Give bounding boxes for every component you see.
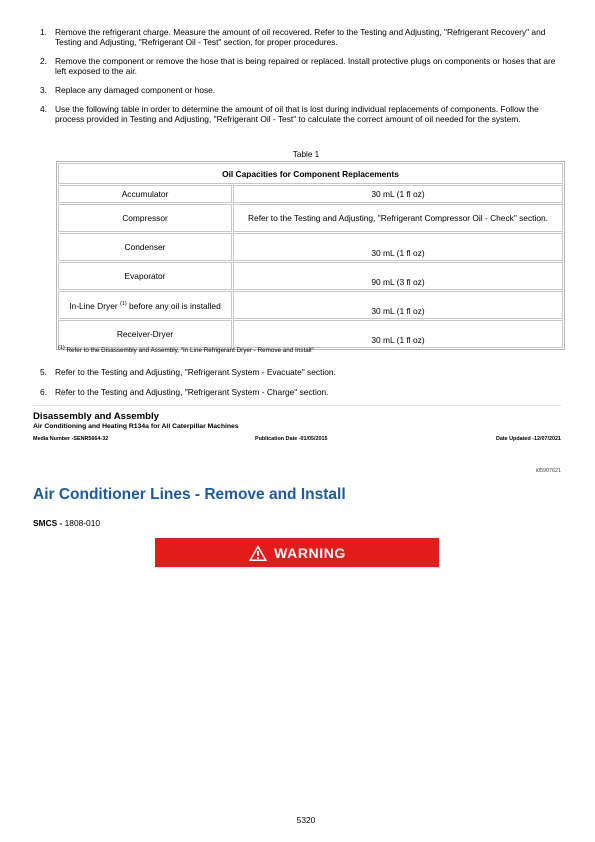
component-name: In-Line Dryer <box>69 300 118 311</box>
step-text: Use the following table in order to determine the amount of oil that is lost during individual replacements of components. Follow the process provided in Testing and Adjusting, "Refrigerant Oil - Test" to calculate the correct amount of oil needed for the system. <box>55 103 539 125</box>
page-number: 5320 <box>296 815 316 825</box>
step-number: 6. <box>40 387 47 398</box>
capacity-cell: 30 mL (1 fl oz) <box>233 185 563 203</box>
step-4 <box>40 104 560 125</box>
step-text: Refer to the Testing and Adjusting, "Refrigerant System - Charge" section. <box>55 387 329 398</box>
step-number: 1. <box>40 27 47 37</box>
table-row <box>58 291 563 319</box>
table-row <box>58 204 563 232</box>
step-number: 2. <box>40 56 47 67</box>
component-cell: Compressor <box>58 204 232 232</box>
capacity-cell: 30 mL (1 fl oz) <box>233 233 563 261</box>
step-number: 4. <box>40 103 47 114</box>
table-row <box>58 185 563 203</box>
publication-date: Publication Date -01/05/2015 <box>255 436 328 442</box>
table-header: Oil Capacities for Component Replacements <box>58 163 563 184</box>
footnote-ref: (1) <box>119 301 127 308</box>
warning-triangle-icon <box>248 544 268 562</box>
procedure-steps-continued <box>40 367 560 408</box>
component-cell: Receiver-Dryer <box>58 320 232 348</box>
component-cell: Evaporator <box>58 262 232 290</box>
step-6 <box>40 387 560 397</box>
smcs-label: SMCS - <box>33 518 63 528</box>
footnote-marker: (1) <box>58 345 65 351</box>
table-footnote <box>58 345 314 354</box>
image-id: i05907621 <box>535 468 561 474</box>
step-5 <box>40 367 560 377</box>
section-title: Disassembly and Assembly <box>33 411 160 422</box>
date-updated: Date Updated -12/07/2021 <box>495 436 561 442</box>
component-cell: Accumulator <box>58 185 232 203</box>
document-title: Air Conditioner Lines - Remove and Install <box>33 486 346 503</box>
warning-label: WARNING <box>274 544 346 561</box>
step-text: Remove the refrigerant charge. Measure the amount of oil recovered. Refer to the Testing and Adjusting, "Refrigerant Recovery" and Testing and Adjusting, "Refrigerant Oil - Test" section, for proper procedures. <box>55 27 546 48</box>
media-number: Media Number -SENR5664-32 <box>33 436 109 442</box>
component-note: before any oil is installed <box>126 300 221 311</box>
step-number: 5. <box>40 367 47 377</box>
step-2 <box>40 56 560 77</box>
footnote-text: Refer to the Disassembly and Assembly, "In Line Refrigerant Dryer - Remove and Install" <box>66 347 314 355</box>
oil-capacities-table <box>56 161 565 350</box>
step-text: Replace any damaged component or hose. <box>55 85 216 96</box>
smcs-value: 1808-010 <box>62 518 101 528</box>
procedure-steps <box>40 27 560 133</box>
table-header-row <box>58 163 563 184</box>
step-text: Refer to the Testing and Adjusting, "Refrigerant System - Evacuate" section. <box>55 367 336 377</box>
capacity-cell: Refer to the Testing and Adjusting, "Refrigerant Compressor Oil - Check" section. <box>233 204 563 232</box>
step-1 <box>40 27 560 48</box>
table-caption: Table 1 <box>292 150 320 159</box>
step-3 <box>40 85 560 95</box>
component-cell <box>58 291 232 319</box>
section-subtitle: Air Conditioning and Heating R134a for All Caterpillar Machines <box>33 423 239 430</box>
step-text: Remove the component or remove the hose that is being repaired or replaced. Install protective plugs on components or hoses that are left exposed to the air. <box>55 56 556 77</box>
table-row <box>58 233 563 261</box>
warning-banner <box>155 538 439 567</box>
table-row <box>58 320 563 348</box>
capacity-cell: 30 mL (1 fl oz) <box>233 291 563 319</box>
step-number: 3. <box>40 85 47 96</box>
smcs-code <box>33 518 100 528</box>
component-cell: Condenser <box>58 233 232 261</box>
capacity-cell: 30 mL (1 fl oz) <box>233 320 563 348</box>
section-divider <box>33 405 561 406</box>
capacity-cell: 90 mL (3 fl oz) <box>233 262 563 290</box>
table-row <box>58 262 563 290</box>
